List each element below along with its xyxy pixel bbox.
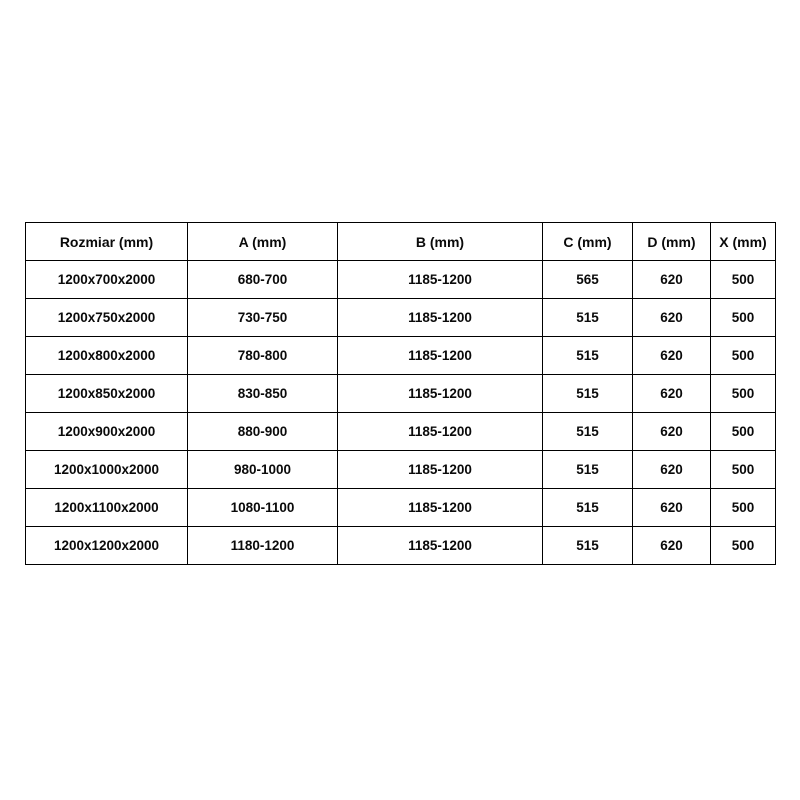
cell-x: 500	[711, 451, 776, 489]
cell-a: 830-850	[188, 375, 338, 413]
cell-rozmiar: 1200x750x2000	[26, 299, 188, 337]
cell-a: 880-900	[188, 413, 338, 451]
table-body	[26, 261, 776, 565]
cell-rozmiar: 1200x850x2000	[26, 375, 188, 413]
cell-x: 500	[711, 375, 776, 413]
cell-d: 620	[633, 299, 711, 337]
cell-a: 780-800	[188, 337, 338, 375]
cell-b: 1185-1200	[338, 413, 543, 451]
cell-b: 1185-1200	[338, 261, 543, 299]
cell-c: 515	[543, 413, 633, 451]
cell-a: 1180-1200	[188, 527, 338, 565]
table-header-row	[26, 223, 776, 261]
column-header-rozmiar: Rozmiar (mm)	[26, 223, 188, 261]
column-header-c: C (mm)	[543, 223, 633, 261]
cell-d: 620	[633, 413, 711, 451]
cell-b: 1185-1200	[338, 527, 543, 565]
cell-x: 500	[711, 489, 776, 527]
cell-b: 1185-1200	[338, 489, 543, 527]
cell-d: 620	[633, 375, 711, 413]
cell-c: 515	[543, 299, 633, 337]
table-row	[26, 527, 776, 565]
cell-a: 680-700	[188, 261, 338, 299]
table-row	[26, 413, 776, 451]
cell-c: 515	[543, 375, 633, 413]
cell-x: 500	[711, 261, 776, 299]
table-row	[26, 299, 776, 337]
cell-d: 620	[633, 527, 711, 565]
table-row	[26, 451, 776, 489]
column-header-b: B (mm)	[338, 223, 543, 261]
cell-d: 620	[633, 489, 711, 527]
cell-b: 1185-1200	[338, 299, 543, 337]
table-row	[26, 375, 776, 413]
cell-c: 515	[543, 451, 633, 489]
cell-rozmiar: 1200x1200x2000	[26, 527, 188, 565]
cell-a: 730-750	[188, 299, 338, 337]
cell-d: 620	[633, 337, 711, 375]
dimensions-table	[25, 222, 776, 565]
cell-d: 620	[633, 261, 711, 299]
cell-b: 1185-1200	[338, 451, 543, 489]
cell-x: 500	[711, 527, 776, 565]
column-header-x: X (mm)	[711, 223, 776, 261]
table-row	[26, 337, 776, 375]
cell-a: 1080-1100	[188, 489, 338, 527]
cell-rozmiar: 1200x800x2000	[26, 337, 188, 375]
cell-c: 565	[543, 261, 633, 299]
table-row	[26, 261, 776, 299]
cell-rozmiar: 1200x1000x2000	[26, 451, 188, 489]
cell-x: 500	[711, 337, 776, 375]
cell-b: 1185-1200	[338, 375, 543, 413]
cell-c: 515	[543, 337, 633, 375]
cell-a: 980-1000	[188, 451, 338, 489]
cell-rozmiar: 1200x900x2000	[26, 413, 188, 451]
cell-rozmiar: 1200x1100x2000	[26, 489, 188, 527]
spec-table-container	[25, 222, 775, 565]
table-header	[26, 223, 776, 261]
cell-b: 1185-1200	[338, 337, 543, 375]
column-header-a: A (mm)	[188, 223, 338, 261]
cell-c: 515	[543, 489, 633, 527]
column-header-d: D (mm)	[633, 223, 711, 261]
cell-x: 500	[711, 413, 776, 451]
cell-c: 515	[543, 527, 633, 565]
cell-rozmiar: 1200x700x2000	[26, 261, 188, 299]
table-row	[26, 489, 776, 527]
cell-x: 500	[711, 299, 776, 337]
cell-d: 620	[633, 451, 711, 489]
